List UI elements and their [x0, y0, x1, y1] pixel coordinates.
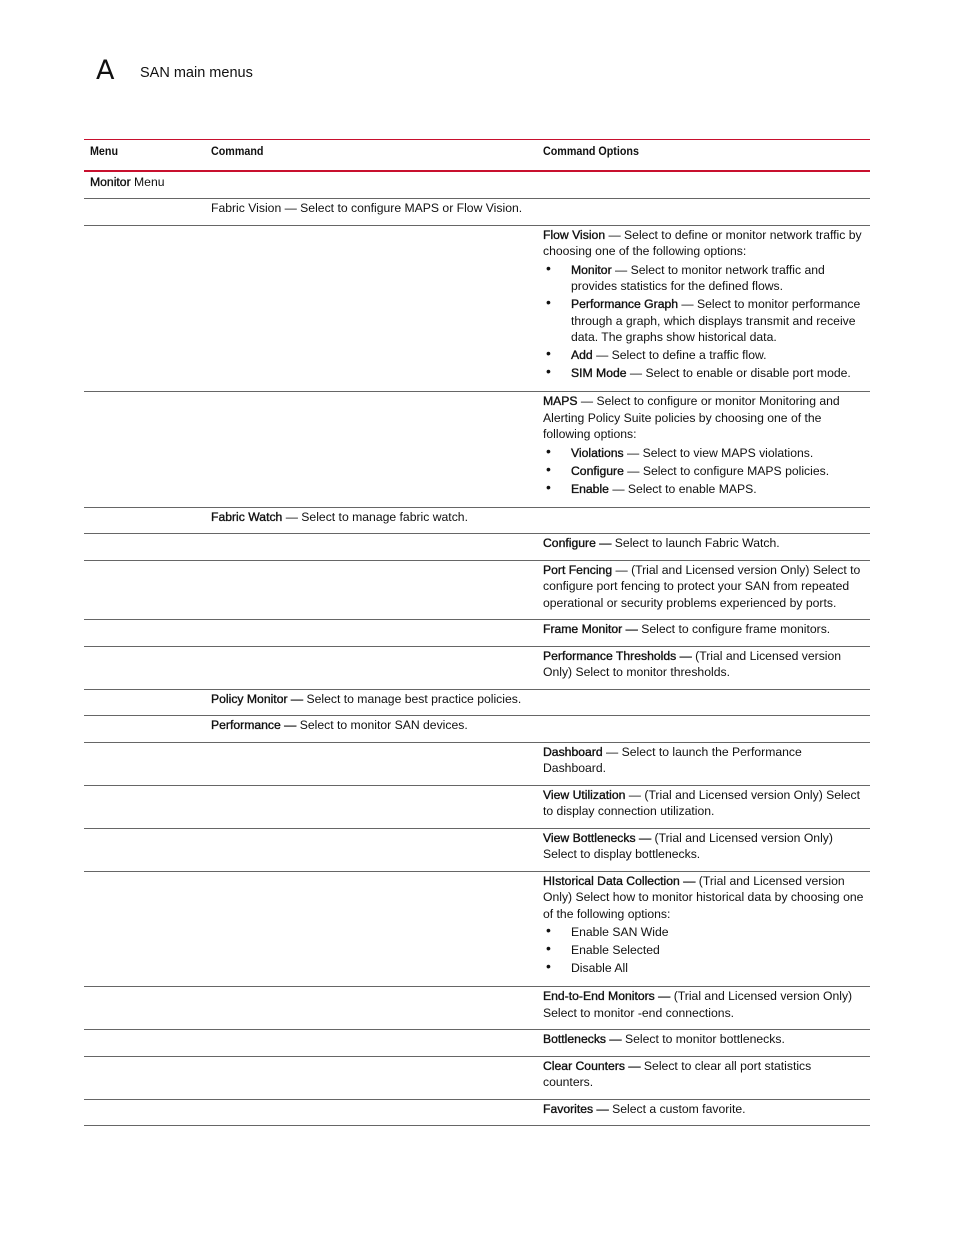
- command-cell: [205, 1056, 537, 1099]
- table-row: [84, 1030, 870, 1057]
- list-item-text: — Select to monitor network traffic and provides statistics for the defined flows.: [571, 262, 825, 293]
- list-item-text: — Select to configure MAPS policies.: [623, 463, 830, 478]
- menu-cell: [84, 742, 205, 785]
- menu-cell: [84, 1056, 205, 1099]
- menu-cell: [84, 1099, 205, 1126]
- list-item-keyword: Add: [571, 348, 593, 362]
- options-cell-keyword: Performance Thresholds —: [543, 648, 692, 663]
- options-cell-text: Select to launch Fabric Watch.: [611, 536, 780, 550]
- options-cell-text: Select to configure frame monitors.: [637, 622, 831, 636]
- command-cell: [205, 1030, 537, 1057]
- header-command: Command: [211, 144, 264, 158]
- table-row: [84, 199, 870, 226]
- menu-cell-text: Menu: [130, 174, 165, 189]
- table-row: [84, 225, 870, 392]
- options-cell: [537, 828, 870, 871]
- menu-cell: [84, 171, 205, 199]
- table-row: [84, 646, 870, 689]
- list-item: [543, 347, 864, 364]
- command-cell-text: Fabric Vision — Select to configure MAPS or Flow Vision.: [211, 201, 523, 215]
- command-cell: [205, 507, 537, 534]
- menu-cell: [84, 620, 205, 647]
- command-cell: [205, 560, 537, 620]
- option-list: [543, 924, 864, 977]
- list-item-text: — Select to monitor performance through a graph, which displays transmit and receive data. The graphs show historical data.: [571, 297, 861, 344]
- command-cell-text: Select to monitor SAN devices.: [296, 718, 468, 732]
- command-cell: [205, 828, 537, 871]
- options-cell-text: — Select to configure or monitor Monitoring and Alerting Policy Suite policies by choosing one of the following options:: [543, 394, 840, 441]
- command-cell: [205, 689, 537, 716]
- menu-cell: [84, 646, 205, 689]
- table-row: [84, 171, 870, 199]
- command-cell-keyword: Performance —: [211, 718, 297, 732]
- options-cell-text: — (Trial and Licensed version Only) Select to configure port fencing to protect your SAN from repeated operational or security problems experienced by ports.: [543, 562, 861, 610]
- options-cell-text: Select to clear all port statistics counters.: [543, 1058, 812, 1089]
- list-item: [543, 924, 864, 941]
- menu-cell: [84, 716, 205, 743]
- list-item: [543, 463, 864, 480]
- menu-cell: [84, 392, 205, 508]
- options-cell: [537, 507, 870, 534]
- command-cell: [205, 225, 537, 392]
- command-cell-keyword: Policy Monitor —: [211, 691, 304, 706]
- command-cell: [205, 392, 537, 508]
- table-row: [84, 534, 870, 561]
- options-cell: [537, 620, 870, 647]
- menu-cell: [84, 560, 205, 620]
- options-cell-text: (Trial and Licensed version Only) Select to monitor -end connections.: [543, 989, 853, 1020]
- list-item-text: — Select to enable or disable port mode.: [626, 366, 851, 380]
- options-cell: [537, 1056, 870, 1099]
- menu-cell: [84, 225, 205, 392]
- list-item-text: — Select to view MAPS violations.: [623, 445, 814, 460]
- list-item: [543, 445, 864, 462]
- options-cell-text: Select to monitor bottlenecks.: [621, 1032, 785, 1046]
- command-cell: [205, 620, 537, 647]
- menu-cell: [84, 199, 205, 226]
- options-cell: [537, 871, 870, 987]
- command-cell: [205, 171, 537, 199]
- options-cell-keyword: End-to-End Monitors —: [543, 989, 671, 1003]
- table-header-row: [84, 140, 870, 171]
- command-cell: [205, 716, 537, 743]
- command-cell-text: — Select to manage fabric watch.: [282, 509, 468, 524]
- options-cell-text: — Select to launch the Performance Dashboard.: [543, 744, 802, 775]
- command-cell-keyword: Fabric Watch: [211, 509, 283, 524]
- command-cell-text: Select to manage best practice policies.: [303, 691, 522, 706]
- command-cell: [205, 1099, 537, 1126]
- table-row: [84, 392, 870, 508]
- options-cell: [537, 987, 870, 1030]
- options-cell: [537, 785, 870, 828]
- header-menu: Menu: [90, 144, 119, 158]
- header-command-options: Command Options: [543, 144, 639, 158]
- table-row: [84, 1099, 870, 1126]
- list-item-text: Disable All: [571, 961, 628, 975]
- options-cell-keyword: Configure —: [543, 536, 612, 550]
- options-cell-text: — Select to define or monitor network traffic by choosing one of the following options:: [543, 227, 862, 258]
- table-row: [84, 828, 870, 871]
- list-item: [543, 262, 864, 295]
- table-row: [84, 871, 870, 987]
- table-row: [84, 1056, 870, 1099]
- list-item-text: Enable Selected: [571, 943, 660, 957]
- command-cell: [205, 742, 537, 785]
- appendix-letter: A: [96, 55, 115, 86]
- options-cell-keyword: View Bottlenecks —: [543, 830, 652, 845]
- list-item-text: — Select to enable MAPS.: [608, 481, 757, 496]
- options-cell-keyword: HIstorical Data Collection —: [543, 873, 696, 888]
- options-cell-text: Select a custom favorite.: [608, 1101, 746, 1116]
- options-cell-keyword: Flow Vision: [543, 227, 606, 242]
- options-cell: [537, 689, 870, 716]
- table-row: [84, 785, 870, 828]
- options-cell: [537, 171, 870, 199]
- options-cell: [537, 1099, 870, 1126]
- options-cell: [537, 392, 870, 508]
- options-cell: [537, 646, 870, 689]
- options-cell-text: — (Trial and Licensed version Only) Select to display connection utilization.: [543, 787, 861, 818]
- table-row: [84, 620, 870, 647]
- list-item-keyword: Enable: [571, 481, 609, 496]
- options-cell-keyword: MAPS: [543, 394, 578, 408]
- command-cell: [205, 199, 537, 226]
- table-row: [84, 507, 870, 534]
- menu-cell: [84, 689, 205, 716]
- menu-table: [84, 139, 870, 1126]
- option-list: [543, 262, 864, 382]
- menu-cell: [84, 828, 205, 871]
- command-cell: [205, 534, 537, 561]
- table-row: [84, 987, 870, 1030]
- options-cell-text: (Trial and Licensed version Only) Select how to monitor historical data by choosing one of the following options:: [543, 873, 864, 921]
- command-cell: [205, 785, 537, 828]
- table-row: [84, 689, 870, 716]
- table-row: [84, 560, 870, 620]
- list-item: [543, 481, 864, 498]
- list-item: [543, 296, 864, 346]
- options-cell: [537, 199, 870, 226]
- menu-cell-keyword: Monitor: [90, 174, 131, 189]
- options-cell: [537, 225, 870, 392]
- command-cell: [205, 871, 537, 987]
- list-item-text: — Select to define a traffic flow.: [592, 348, 767, 362]
- list-item-text: Enable SAN Wide: [571, 925, 669, 939]
- options-cell: [537, 534, 870, 561]
- options-cell-keyword: Frame Monitor —: [543, 622, 638, 636]
- list-item: [543, 960, 864, 977]
- list-item-keyword: Configure: [571, 463, 624, 478]
- list-item: [543, 942, 864, 959]
- list-item: [543, 365, 864, 382]
- list-item-keyword: Violations: [571, 445, 624, 460]
- section-title: SAN main menus: [140, 65, 253, 81]
- options-cell-keyword: Port Fencing: [543, 562, 613, 577]
- command-cell: [205, 987, 537, 1030]
- table-row: [84, 716, 870, 743]
- menu-cell: [84, 1030, 205, 1057]
- menu-cell: [84, 785, 205, 828]
- menu-cell: [84, 534, 205, 561]
- table-body: [84, 171, 870, 1126]
- list-item-keyword: Monitor: [571, 262, 612, 277]
- options-cell-keyword: Favorites —: [543, 1101, 609, 1116]
- options-cell-keyword: Bottlenecks —: [543, 1032, 622, 1046]
- options-cell: [537, 1030, 870, 1057]
- option-list: [543, 445, 864, 498]
- options-cell-keyword: Clear Counters —: [543, 1058, 641, 1073]
- options-cell-keyword: Dashboard: [543, 744, 603, 759]
- options-cell-text: (Trial and Licensed version Only) Select to monitor thresholds.: [543, 648, 842, 679]
- options-cell: [537, 560, 870, 620]
- options-cell: [537, 742, 870, 785]
- command-cell: [205, 646, 537, 689]
- table-row: [84, 742, 870, 785]
- menu-cell: [84, 871, 205, 987]
- menu-cell: [84, 507, 205, 534]
- options-cell-keyword: View Utilization: [543, 787, 626, 802]
- options-cell-text: (Trial and Licensed version Only) Select to display bottlenecks.: [543, 830, 833, 861]
- list-item-keyword: Performance Graph: [571, 297, 679, 311]
- menu-cell: [84, 987, 205, 1030]
- options-cell: [537, 716, 870, 743]
- list-item-keyword: SIM Mode: [571, 366, 627, 380]
